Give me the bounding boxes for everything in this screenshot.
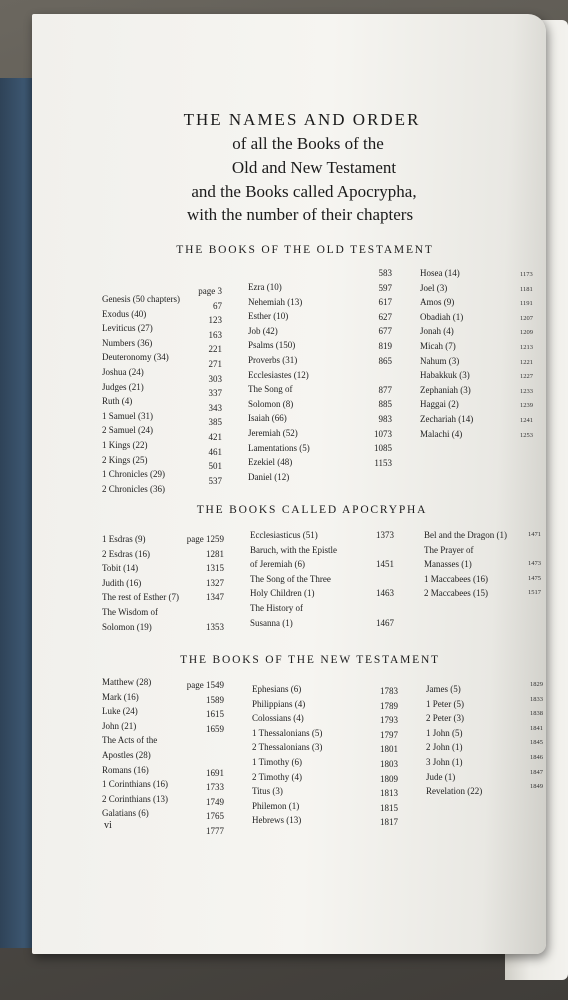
page-number xyxy=(354,601,394,616)
book-name: Solomon (8) xyxy=(248,398,294,409)
new-testament-col1-names xyxy=(102,675,168,821)
page-number: 385 xyxy=(208,417,222,428)
page-number: 1209 xyxy=(520,329,533,337)
page-number: 1253 xyxy=(520,431,533,439)
page-number: page 1549 xyxy=(186,680,224,690)
page-number: 1153 xyxy=(374,457,392,468)
book-name: Leviticus (27) xyxy=(102,323,153,334)
book-name: 2 Maccabees (15) xyxy=(424,588,488,599)
book-name: 1 Esdras (9) xyxy=(102,534,146,544)
page-number: 1849 xyxy=(530,783,543,791)
page-number: 1281 xyxy=(206,548,224,559)
page-number: 501 xyxy=(208,461,222,472)
page-number: 1373 xyxy=(376,530,394,540)
book-name: Nahum (3) xyxy=(420,355,460,366)
book-name: Apostles (28) xyxy=(102,749,151,760)
page-number: 271 xyxy=(208,358,222,369)
page-number: 1589 xyxy=(206,694,224,705)
book-name: Deuteronomy (34) xyxy=(102,352,169,363)
page-number: 1353 xyxy=(206,621,224,632)
page-number: 1847 xyxy=(530,768,543,776)
page-number: 1809 xyxy=(380,773,398,784)
book-name: Susanna (1) xyxy=(250,617,293,628)
page-number: 1213 xyxy=(520,343,533,351)
book-name: Ezra (10) xyxy=(248,282,282,292)
page-number: 1833 xyxy=(530,695,543,703)
apocrypha-heading: THE BOOKS CALLED APOCRYPHA xyxy=(196,504,428,516)
page-number: 1749 xyxy=(206,796,224,807)
page-number: 1327 xyxy=(206,577,224,588)
book-name: 2 Timothy (4) xyxy=(252,771,303,782)
book-name: Esther (10) xyxy=(248,311,289,322)
page-number: 1315 xyxy=(206,563,224,574)
page-number: 677 xyxy=(378,326,392,337)
book-name: Joel (3) xyxy=(420,282,448,293)
page-number: 1221 xyxy=(520,358,533,366)
book-name: 1 Chronicles (29) xyxy=(102,469,165,480)
page-number: 163 xyxy=(208,329,222,340)
page-number: 1085 xyxy=(374,443,392,454)
page-number: 1191 xyxy=(520,300,533,308)
book-name: of Jeremiah (6) xyxy=(250,559,305,570)
book-name: Hebrews (13) xyxy=(252,815,302,826)
old-testament-col3-pages xyxy=(520,268,533,443)
page-number: 221 xyxy=(208,344,222,355)
apocrypha-col1-pages xyxy=(162,532,224,634)
book-name: The Prayer of xyxy=(424,544,474,555)
page-folio: vi xyxy=(104,820,112,831)
book-name: Judges (21) xyxy=(102,381,144,392)
page-number: page 3 xyxy=(198,286,222,296)
book-name: 2 John (1) xyxy=(426,742,463,753)
book-name: Bel and the Dragon (1) xyxy=(424,530,507,540)
book-name: 2 Peter (3) xyxy=(426,713,464,724)
page-number: 67 xyxy=(213,300,222,311)
page-number: 1239 xyxy=(520,402,533,410)
page-number: 1846 xyxy=(530,753,543,761)
page-number: 421 xyxy=(208,431,222,442)
book-name: Tobit (14) xyxy=(102,563,139,574)
old-testament-col1-pages xyxy=(172,284,222,488)
book-name: 3 John (1) xyxy=(426,756,463,767)
page-number: 1475 xyxy=(528,574,541,582)
new-testament-heading: THE BOOKS OF THE NEW TESTAMENT xyxy=(180,654,440,666)
new-testament-col2-pages xyxy=(358,684,398,830)
book-name: 2 Esdras (16) xyxy=(102,548,150,559)
book-name: 1 Peter (5) xyxy=(426,698,464,709)
page-number: 1733 xyxy=(206,782,224,793)
page-number: 1691 xyxy=(206,767,224,778)
title-line-3: Old and New Testament xyxy=(231,158,397,177)
page-number: 1473 xyxy=(528,560,541,568)
page-number: 627 xyxy=(378,311,392,322)
book-name: Zechariah (14) xyxy=(420,413,474,424)
page-number: 123 xyxy=(208,315,222,326)
page-number: 1777 xyxy=(206,825,224,836)
page-number: 1829 xyxy=(530,681,543,688)
book-name: 1 Samuel (31) xyxy=(102,410,153,421)
page-number: 865 xyxy=(378,355,392,366)
page-number xyxy=(352,368,392,383)
book-name: The History of xyxy=(250,602,303,613)
book-name: Jeremiah (52) xyxy=(248,427,298,438)
page-number xyxy=(354,572,394,587)
book-name: 1 Kings (22) xyxy=(102,439,148,450)
page-number: 617 xyxy=(378,297,392,308)
page-number xyxy=(162,751,224,766)
book-name: Proverbs (31) xyxy=(248,354,298,365)
new-testament-col1-pages xyxy=(162,678,224,839)
apocrypha-col3-names xyxy=(424,528,507,601)
page-number: 1241 xyxy=(520,416,533,424)
book-name: The Song of xyxy=(248,384,293,395)
book-name: Isaiah (66) xyxy=(248,413,287,424)
page-number: 1803 xyxy=(380,758,398,769)
page-number: 1815 xyxy=(380,802,398,813)
book-name: Ecclesiasticus (51) xyxy=(250,530,318,540)
book-name: James (5) xyxy=(426,684,461,694)
page-number: 1181 xyxy=(520,285,533,293)
page-number xyxy=(162,605,224,620)
apocrypha-col2-names xyxy=(250,528,337,630)
book-name: 2 Samuel (24) xyxy=(102,425,153,436)
book-name: Haggai (2) xyxy=(420,399,459,410)
page-number: 1467 xyxy=(376,617,394,628)
book-name: Daniel (12) xyxy=(248,471,290,482)
apocrypha-col2-pages xyxy=(354,528,394,630)
book-name: Manasses (1) xyxy=(424,559,472,570)
page-number: 1451 xyxy=(376,559,394,570)
page-number: 819 xyxy=(378,340,392,351)
book-name: Galatians (6) xyxy=(102,808,149,819)
book-name: Luke (24) xyxy=(102,706,138,717)
book-name: Titus (3) xyxy=(252,786,283,797)
new-testament-col3-names xyxy=(426,682,482,799)
book-name: 2 Chronicles (36) xyxy=(102,483,165,494)
book-name: Genesis (50 chapters) xyxy=(102,294,180,304)
book-name: Mark (16) xyxy=(102,691,139,702)
page-number: 1813 xyxy=(380,788,398,799)
book-name: Matthew (28) xyxy=(102,677,152,687)
book-name: John (21) xyxy=(102,720,137,731)
old-testament-col1-names xyxy=(102,292,180,496)
title-line-5: with the number of their chapters xyxy=(186,205,414,224)
book-name: Malachi (4) xyxy=(420,428,463,439)
book-name: Joshua (24) xyxy=(102,366,144,377)
page-number: 337 xyxy=(208,388,222,399)
old-testament-col2-names xyxy=(248,280,310,484)
book-name: Hosea (14) xyxy=(420,268,460,278)
book-name: Holy Children (1) xyxy=(250,588,315,599)
book-name: Obadiah (1) xyxy=(420,311,464,322)
book-name: Psalms (150) xyxy=(248,340,296,351)
page-number: 1073 xyxy=(374,428,392,439)
page-number: 1347 xyxy=(206,592,224,603)
page-number: 877 xyxy=(378,384,392,395)
page-number xyxy=(162,736,224,751)
book-name: Ruth (4) xyxy=(102,396,133,407)
page-number: 1227 xyxy=(520,373,533,381)
page-number: 983 xyxy=(378,413,392,424)
book-name: Exodus (40) xyxy=(102,308,147,319)
book-name: Habakkuk (3) xyxy=(420,370,470,381)
page-number: 1659 xyxy=(206,723,224,734)
book-name: Revelation (22) xyxy=(426,786,483,797)
page-number: 1173 xyxy=(520,271,533,278)
book-name: 1 Corinthians (16) xyxy=(102,779,168,790)
book-name: Amos (9) xyxy=(420,297,455,308)
book-name: 2 Kings (25) xyxy=(102,454,148,465)
book-name: Ephesians (6) xyxy=(252,684,302,694)
book-name: Solomon (19) xyxy=(102,621,152,632)
page-number xyxy=(528,543,541,558)
page-number: 1207 xyxy=(520,314,533,322)
book-name: 1 John (5) xyxy=(426,727,463,738)
book-name: Ecclesiastes (12) xyxy=(248,369,309,380)
book-name: Lamentations (5) xyxy=(248,442,310,453)
page-number: 885 xyxy=(378,399,392,410)
book-name: Jude (1) xyxy=(426,771,456,782)
book-name: 1 Thessalonians (5) xyxy=(252,727,323,738)
page-number: 1838 xyxy=(530,710,543,718)
page-number: 1463 xyxy=(376,588,394,599)
page-number: 597 xyxy=(378,282,392,293)
page-number: 1765 xyxy=(206,811,224,822)
book-name: 2 Thessalonians (3) xyxy=(252,742,323,753)
book-name: The Acts of the xyxy=(102,735,158,746)
page-number: 1783 xyxy=(380,686,398,696)
page-number: page 1259 xyxy=(186,534,224,544)
book-name: The Song of the Three xyxy=(250,573,331,584)
book-page xyxy=(32,14,546,954)
book-name: 1 Maccabees (16) xyxy=(424,573,488,584)
book-name: Numbers (36) xyxy=(102,337,153,348)
book-name: Nehemiah (13) xyxy=(248,296,303,307)
book-name: Job (42) xyxy=(248,325,278,336)
book-name: The rest of Esther (7) xyxy=(102,592,179,603)
page-number: 1793 xyxy=(380,715,398,726)
page-number: 1817 xyxy=(380,817,398,828)
book-name: 2 Corinthians (13) xyxy=(102,793,168,804)
old-testament-heading: THE BOOKS OF THE OLD TESTAMENT xyxy=(176,244,434,256)
page-number: 461 xyxy=(208,446,222,457)
book-name: Ezekiel (48) xyxy=(248,457,293,468)
page-number: 1841 xyxy=(530,724,543,732)
title-line-1: THE NAMES AND ORDER xyxy=(183,110,421,129)
page-number xyxy=(354,543,394,558)
book-name: Micah (7) xyxy=(420,340,456,351)
title-line-2: of all the Books of the xyxy=(232,134,384,153)
page-number: 1615 xyxy=(206,709,224,720)
page-number: 343 xyxy=(208,402,222,413)
title-line-4: and the Books called Apocrypha, xyxy=(191,182,417,201)
book-name: 1 Timothy (6) xyxy=(252,756,303,767)
page-number: 1789 xyxy=(380,700,398,711)
old-testament-col3-names xyxy=(420,266,473,441)
page-number: 303 xyxy=(208,373,222,384)
apocrypha-col3-pages xyxy=(528,528,541,601)
page-number: 583 xyxy=(378,268,392,278)
page-number: 1233 xyxy=(520,387,533,395)
page-number: 1797 xyxy=(380,729,398,740)
book-name: Philemon (1) xyxy=(252,800,300,811)
page-number: 1845 xyxy=(530,739,543,747)
book-name: Judith (16) xyxy=(102,577,142,588)
book-name: Zephaniah (3) xyxy=(420,384,471,395)
book-name: Philippians (4) xyxy=(252,698,306,709)
page-number: 537 xyxy=(208,475,222,486)
book-name: Romans (16) xyxy=(102,764,149,775)
book-name: Jonah (4) xyxy=(420,326,454,337)
old-testament-col2-pages xyxy=(352,266,392,470)
book-name: Baruch, with the Epistle xyxy=(250,544,337,555)
new-testament-col2-names xyxy=(252,682,322,828)
new-testament-col3-pages xyxy=(530,678,543,795)
page-number: 1801 xyxy=(380,744,398,755)
page-number: 1471 xyxy=(528,531,541,538)
page-number: 1517 xyxy=(528,589,541,597)
book-name: Colossians (4) xyxy=(252,713,304,724)
book-name: The Wisdom of xyxy=(102,606,158,617)
